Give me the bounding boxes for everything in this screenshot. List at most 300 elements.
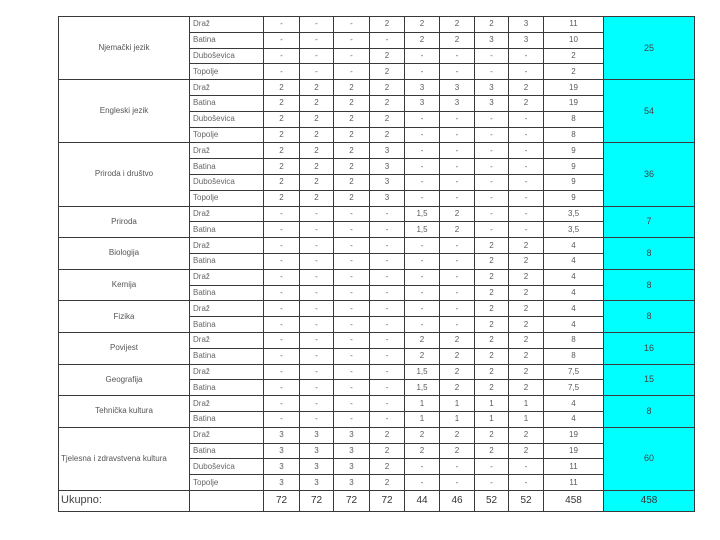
subject-name: Fizika [59, 301, 190, 333]
subject-total: 8 [604, 238, 695, 270]
footer-grade-5: 44 [405, 490, 440, 511]
subject-name: Engleski jezik [59, 80, 190, 143]
grade-6-hours: 2 [440, 332, 475, 348]
grade-6-hours: - [440, 190, 475, 206]
grade-2-hours: - [300, 222, 334, 238]
footer-row [59, 490, 695, 511]
grade-8-hours: 2 [509, 332, 544, 348]
grade-7-hours: - [475, 222, 509, 238]
grade-4-hours: - [370, 332, 405, 348]
grade-2-hours: - [300, 380, 334, 396]
grade-6-hours: 2 [440, 17, 475, 33]
grade-7-hours: - [475, 48, 509, 64]
grade-6-hours: - [440, 127, 475, 143]
grade-2-hours: 3 [300, 459, 334, 475]
footer-sum: 458 [544, 490, 604, 511]
grade-3-hours: - [334, 206, 370, 222]
grade-5-hours: 1,5 [405, 222, 440, 238]
grade-8-hours: - [509, 143, 544, 159]
location-sum: 4 [544, 411, 604, 427]
grade-4-hours: - [370, 411, 405, 427]
table-row [59, 238, 695, 254]
grade-1-hours: - [264, 32, 300, 48]
grade-8-hours: 2 [509, 317, 544, 333]
grade-7-hours: 3 [475, 32, 509, 48]
grade-1-hours: - [264, 64, 300, 80]
grade-8-hours: - [509, 459, 544, 475]
grade-1-hours: - [264, 48, 300, 64]
grade-1-hours: - [264, 222, 300, 238]
grade-3-hours: - [334, 238, 370, 254]
subject-total: 36 [604, 143, 695, 206]
grade-7-hours: - [475, 190, 509, 206]
footer-spacer [190, 490, 264, 511]
location-sum: 8 [544, 348, 604, 364]
grade-8-hours: - [509, 222, 544, 238]
grade-5-hours: 2 [405, 17, 440, 33]
location-name: Batina [190, 317, 264, 333]
location-sum: 2 [544, 48, 604, 64]
grade-2-hours: 2 [300, 127, 334, 143]
grade-3-hours: 3 [334, 475, 370, 491]
grade-5-hours: - [405, 475, 440, 491]
grade-3-hours: - [334, 301, 370, 317]
grade-6-hours: - [440, 48, 475, 64]
grade-4-hours: 2 [370, 80, 405, 96]
grade-6-hours: - [440, 111, 475, 127]
grade-4-hours: - [370, 32, 405, 48]
subject-name: Tehnička kultura [59, 396, 190, 428]
grade-6-hours: 2 [440, 364, 475, 380]
table-body [59, 17, 695, 512]
grade-1-hours: 3 [264, 475, 300, 491]
grade-8-hours: 2 [509, 253, 544, 269]
grade-7-hours: 2 [475, 348, 509, 364]
table-row [59, 364, 695, 380]
grade-5-hours: 1,5 [405, 380, 440, 396]
grade-1-hours: - [264, 348, 300, 364]
grade-4-hours: - [370, 222, 405, 238]
grade-5-hours: 3 [405, 95, 440, 111]
grade-6-hours: 3 [440, 80, 475, 96]
footer-grade-2: 72 [300, 490, 334, 511]
grade-5-hours: - [405, 317, 440, 333]
grade-3-hours: 3 [334, 443, 370, 459]
grade-4-hours: 2 [370, 64, 405, 80]
grade-7-hours: 2 [475, 238, 509, 254]
grade-1-hours: 3 [264, 443, 300, 459]
grade-6-hours: 2 [440, 222, 475, 238]
grade-8-hours: 2 [509, 443, 544, 459]
subject-total: 7 [604, 206, 695, 238]
grade-8-hours: - [509, 174, 544, 190]
grade-1-hours: - [264, 269, 300, 285]
subject-name: Priroda [59, 206, 190, 238]
table-row [59, 301, 695, 317]
grade-4-hours: 2 [370, 95, 405, 111]
grade-5-hours: - [405, 301, 440, 317]
location-name: Batina [190, 95, 264, 111]
grade-1-hours: 2 [264, 174, 300, 190]
grade-1-hours: 2 [264, 80, 300, 96]
grade-4-hours: 2 [370, 111, 405, 127]
grade-2-hours: - [300, 48, 334, 64]
location-name: Duboševica [190, 174, 264, 190]
grade-8-hours: 2 [509, 238, 544, 254]
grade-6-hours: 1 [440, 396, 475, 412]
location-sum: 9 [544, 159, 604, 175]
grade-7-hours: 2 [475, 427, 509, 443]
grade-3-hours: - [334, 317, 370, 333]
grade-8-hours: 2 [509, 285, 544, 301]
grade-4-hours: 2 [370, 48, 405, 64]
grade-7-hours: 2 [475, 317, 509, 333]
subject-total: 15 [604, 364, 695, 396]
grade-3-hours: - [334, 269, 370, 285]
grade-8-hours: - [509, 48, 544, 64]
grade-8-hours: 3 [509, 17, 544, 33]
grade-3-hours: - [334, 411, 370, 427]
grade-5-hours: 3 [405, 80, 440, 96]
grade-8-hours: - [509, 127, 544, 143]
grade-6-hours: - [440, 238, 475, 254]
grade-5-hours: - [405, 190, 440, 206]
grade-3-hours: - [334, 285, 370, 301]
location-sum: 10 [544, 32, 604, 48]
grade-4-hours: - [370, 238, 405, 254]
grade-4-hours: - [370, 348, 405, 364]
grade-2-hours: - [300, 206, 334, 222]
subject-total: 60 [604, 427, 695, 490]
grade-6-hours: - [440, 475, 475, 491]
grade-4-hours: - [370, 380, 405, 396]
grade-7-hours: 2 [475, 380, 509, 396]
grade-2-hours: - [300, 64, 334, 80]
subject-total: 54 [604, 80, 695, 143]
location-sum: 7,5 [544, 364, 604, 380]
table-row [59, 17, 695, 33]
grade-2-hours: - [300, 364, 334, 380]
grade-5-hours: 2 [405, 32, 440, 48]
grade-3-hours: 2 [334, 159, 370, 175]
table-row [59, 206, 695, 222]
grade-8-hours: 2 [509, 364, 544, 380]
grade-3-hours: - [334, 396, 370, 412]
grade-2-hours: 2 [300, 174, 334, 190]
grade-5-hours: - [405, 111, 440, 127]
grade-2-hours: 3 [300, 475, 334, 491]
grade-4-hours: - [370, 301, 405, 317]
table-row [59, 80, 695, 96]
location-name: Batina [190, 380, 264, 396]
grade-4-hours: - [370, 253, 405, 269]
grade-8-hours: - [509, 64, 544, 80]
grade-1-hours: 2 [264, 127, 300, 143]
subject-total: 16 [604, 332, 695, 364]
location-sum: 19 [544, 427, 604, 443]
grade-2-hours: - [300, 332, 334, 348]
grade-1-hours: 2 [264, 95, 300, 111]
location-name: Draž [190, 206, 264, 222]
location-sum: 19 [544, 80, 604, 96]
hours-table [58, 16, 695, 512]
location-name: Draž [190, 364, 264, 380]
subject-name: Geografija [59, 364, 190, 396]
location-name: Draž [190, 238, 264, 254]
location-sum: 9 [544, 190, 604, 206]
grade-3-hours: - [334, 364, 370, 380]
grade-8-hours: 2 [509, 380, 544, 396]
grade-2-hours: 3 [300, 427, 334, 443]
grade-7-hours: 1 [475, 411, 509, 427]
location-sum: 11 [544, 17, 604, 33]
location-name: Duboševica [190, 111, 264, 127]
grade-1-hours: 2 [264, 159, 300, 175]
grade-6-hours: - [440, 317, 475, 333]
grade-8-hours: - [509, 475, 544, 491]
grade-7-hours: - [475, 143, 509, 159]
grade-1-hours: - [264, 364, 300, 380]
grade-3-hours: - [334, 17, 370, 33]
footer-grade-1: 72 [264, 490, 300, 511]
grade-2-hours: 2 [300, 143, 334, 159]
location-name: Batina [190, 443, 264, 459]
grade-4-hours: - [370, 317, 405, 333]
location-name: Topolje [190, 64, 264, 80]
location-name: Draž [190, 80, 264, 96]
grade-4-hours: 3 [370, 143, 405, 159]
grade-6-hours: 1 [440, 411, 475, 427]
subject-total: 8 [604, 301, 695, 333]
grade-7-hours: - [475, 459, 509, 475]
location-name: Topolje [190, 127, 264, 143]
table-row [59, 269, 695, 285]
subject-name: Povijest [59, 332, 190, 364]
grade-7-hours: 2 [475, 301, 509, 317]
grade-4-hours: 3 [370, 159, 405, 175]
location-sum: 3,5 [544, 222, 604, 238]
grade-7-hours: - [475, 111, 509, 127]
subject-name: Priroda i društvo [59, 143, 190, 206]
location-sum: 9 [544, 174, 604, 190]
grade-7-hours: - [475, 159, 509, 175]
subject-total: 8 [604, 396, 695, 428]
grade-5-hours: - [405, 238, 440, 254]
grade-2-hours: 2 [300, 190, 334, 206]
grade-5-hours: 1,5 [405, 206, 440, 222]
location-name: Batina [190, 411, 264, 427]
grade-3-hours: 3 [334, 427, 370, 443]
grade-4-hours: 2 [370, 427, 405, 443]
grade-2-hours: 2 [300, 80, 334, 96]
grade-5-hours: - [405, 159, 440, 175]
grade-4-hours: - [370, 206, 405, 222]
grade-8-hours: 2 [509, 301, 544, 317]
grade-5-hours: 2 [405, 427, 440, 443]
grade-4-hours: - [370, 269, 405, 285]
grade-3-hours: - [334, 32, 370, 48]
location-name: Draž [190, 301, 264, 317]
grade-1-hours: 2 [264, 190, 300, 206]
grade-6-hours: 2 [440, 443, 475, 459]
grade-6-hours: - [440, 253, 475, 269]
grade-4-hours: 2 [370, 443, 405, 459]
grade-1-hours: - [264, 411, 300, 427]
subject-name: Tjelesna i zdravstvena kultura [59, 427, 190, 490]
grade-4-hours: - [370, 364, 405, 380]
grade-8-hours: 1 [509, 411, 544, 427]
grade-3-hours: 2 [334, 80, 370, 96]
grade-5-hours: - [405, 174, 440, 190]
grade-5-hours: 2 [405, 348, 440, 364]
grade-6-hours: - [440, 174, 475, 190]
location-name: Batina [190, 348, 264, 364]
grade-2-hours: - [300, 396, 334, 412]
grade-6-hours: 2 [440, 348, 475, 364]
location-sum: 4 [544, 269, 604, 285]
grade-6-hours: 2 [440, 206, 475, 222]
grade-1-hours: - [264, 206, 300, 222]
grade-7-hours: 2 [475, 364, 509, 380]
grade-5-hours: - [405, 127, 440, 143]
grade-3-hours: 2 [334, 143, 370, 159]
location-name: Duboševica [190, 48, 264, 64]
grade-6-hours: 2 [440, 427, 475, 443]
grade-6-hours: - [440, 285, 475, 301]
grade-7-hours: 2 [475, 269, 509, 285]
grade-4-hours: 2 [370, 127, 405, 143]
grade-7-hours: - [475, 174, 509, 190]
grade-3-hours: - [334, 253, 370, 269]
grade-3-hours: - [334, 380, 370, 396]
grade-8-hours: - [509, 206, 544, 222]
table-row [59, 396, 695, 412]
grade-4-hours: 2 [370, 475, 405, 491]
grade-2-hours: - [300, 317, 334, 333]
grade-1-hours: 2 [264, 111, 300, 127]
grade-3-hours: 2 [334, 127, 370, 143]
location-name: Batina [190, 285, 264, 301]
grade-3-hours: - [334, 64, 370, 80]
grade-7-hours: 2 [475, 253, 509, 269]
grade-7-hours: 2 [475, 285, 509, 301]
grade-5-hours: 2 [405, 332, 440, 348]
grade-1-hours: 3 [264, 427, 300, 443]
grade-8-hours: 2 [509, 269, 544, 285]
grade-3-hours: - [334, 222, 370, 238]
footer-total: 458 [604, 490, 695, 511]
grade-4-hours: - [370, 396, 405, 412]
grade-8-hours: 2 [509, 348, 544, 364]
location-name: Draž [190, 269, 264, 285]
location-sum: 8 [544, 111, 604, 127]
location-sum: 7,5 [544, 380, 604, 396]
footer-grade-6: 46 [440, 490, 475, 511]
grade-5-hours: - [405, 253, 440, 269]
grade-1-hours: - [264, 238, 300, 254]
grade-7-hours: - [475, 64, 509, 80]
grade-2-hours: 3 [300, 443, 334, 459]
grade-2-hours: - [300, 238, 334, 254]
grade-2-hours: - [300, 17, 334, 33]
grade-7-hours: - [475, 127, 509, 143]
location-sum: 4 [544, 285, 604, 301]
grade-2-hours: 2 [300, 111, 334, 127]
location-name: Topolje [190, 475, 264, 491]
location-name: Duboševica [190, 459, 264, 475]
grade-1-hours: - [264, 380, 300, 396]
location-sum: 11 [544, 459, 604, 475]
grade-5-hours: - [405, 285, 440, 301]
footer-grade-3: 72 [334, 490, 370, 511]
subject-total: 8 [604, 269, 695, 301]
grade-1-hours: - [264, 253, 300, 269]
grade-3-hours: 2 [334, 174, 370, 190]
subject-total: 25 [604, 17, 695, 80]
location-sum: 9 [544, 143, 604, 159]
grade-4-hours: 3 [370, 190, 405, 206]
grade-3-hours: 2 [334, 95, 370, 111]
grade-4-hours: 3 [370, 174, 405, 190]
grade-2-hours: - [300, 348, 334, 364]
grade-5-hours: - [405, 143, 440, 159]
grade-8-hours: 3 [509, 32, 544, 48]
grade-5-hours: - [405, 459, 440, 475]
location-sum: 4 [544, 396, 604, 412]
location-name: Batina [190, 159, 264, 175]
grade-2-hours: - [300, 285, 334, 301]
location-name: Batina [190, 222, 264, 238]
grade-2-hours: - [300, 32, 334, 48]
grade-7-hours: 1 [475, 396, 509, 412]
location-sum: 19 [544, 443, 604, 459]
grade-6-hours: 3 [440, 95, 475, 111]
location-name: Topolje [190, 190, 264, 206]
grade-3-hours: - [334, 48, 370, 64]
grade-7-hours: 3 [475, 95, 509, 111]
grade-2-hours: - [300, 269, 334, 285]
grade-2-hours: 2 [300, 95, 334, 111]
grade-5-hours: 2 [405, 443, 440, 459]
grade-6-hours: - [440, 269, 475, 285]
location-sum: 8 [544, 332, 604, 348]
grade-6-hours: - [440, 64, 475, 80]
location-name: Batina [190, 32, 264, 48]
location-name: Batina [190, 253, 264, 269]
grade-3-hours: 2 [334, 111, 370, 127]
grade-3-hours: - [334, 332, 370, 348]
grade-5-hours: 1 [405, 411, 440, 427]
location-sum: 4 [544, 253, 604, 269]
grade-1-hours: - [264, 17, 300, 33]
location-sum: 4 [544, 301, 604, 317]
location-sum: 19 [544, 95, 604, 111]
grade-8-hours: 2 [509, 80, 544, 96]
grade-7-hours: 2 [475, 332, 509, 348]
grade-8-hours: - [509, 111, 544, 127]
location-sum: 8 [544, 127, 604, 143]
grade-1-hours: 3 [264, 459, 300, 475]
grade-8-hours: - [509, 159, 544, 175]
grade-8-hours: 2 [509, 95, 544, 111]
grade-1-hours: - [264, 396, 300, 412]
grade-2-hours: 2 [300, 159, 334, 175]
grade-5-hours: - [405, 269, 440, 285]
grade-5-hours: - [405, 48, 440, 64]
grade-7-hours: 2 [475, 17, 509, 33]
grade-8-hours: 1 [509, 396, 544, 412]
grade-3-hours: - [334, 348, 370, 364]
